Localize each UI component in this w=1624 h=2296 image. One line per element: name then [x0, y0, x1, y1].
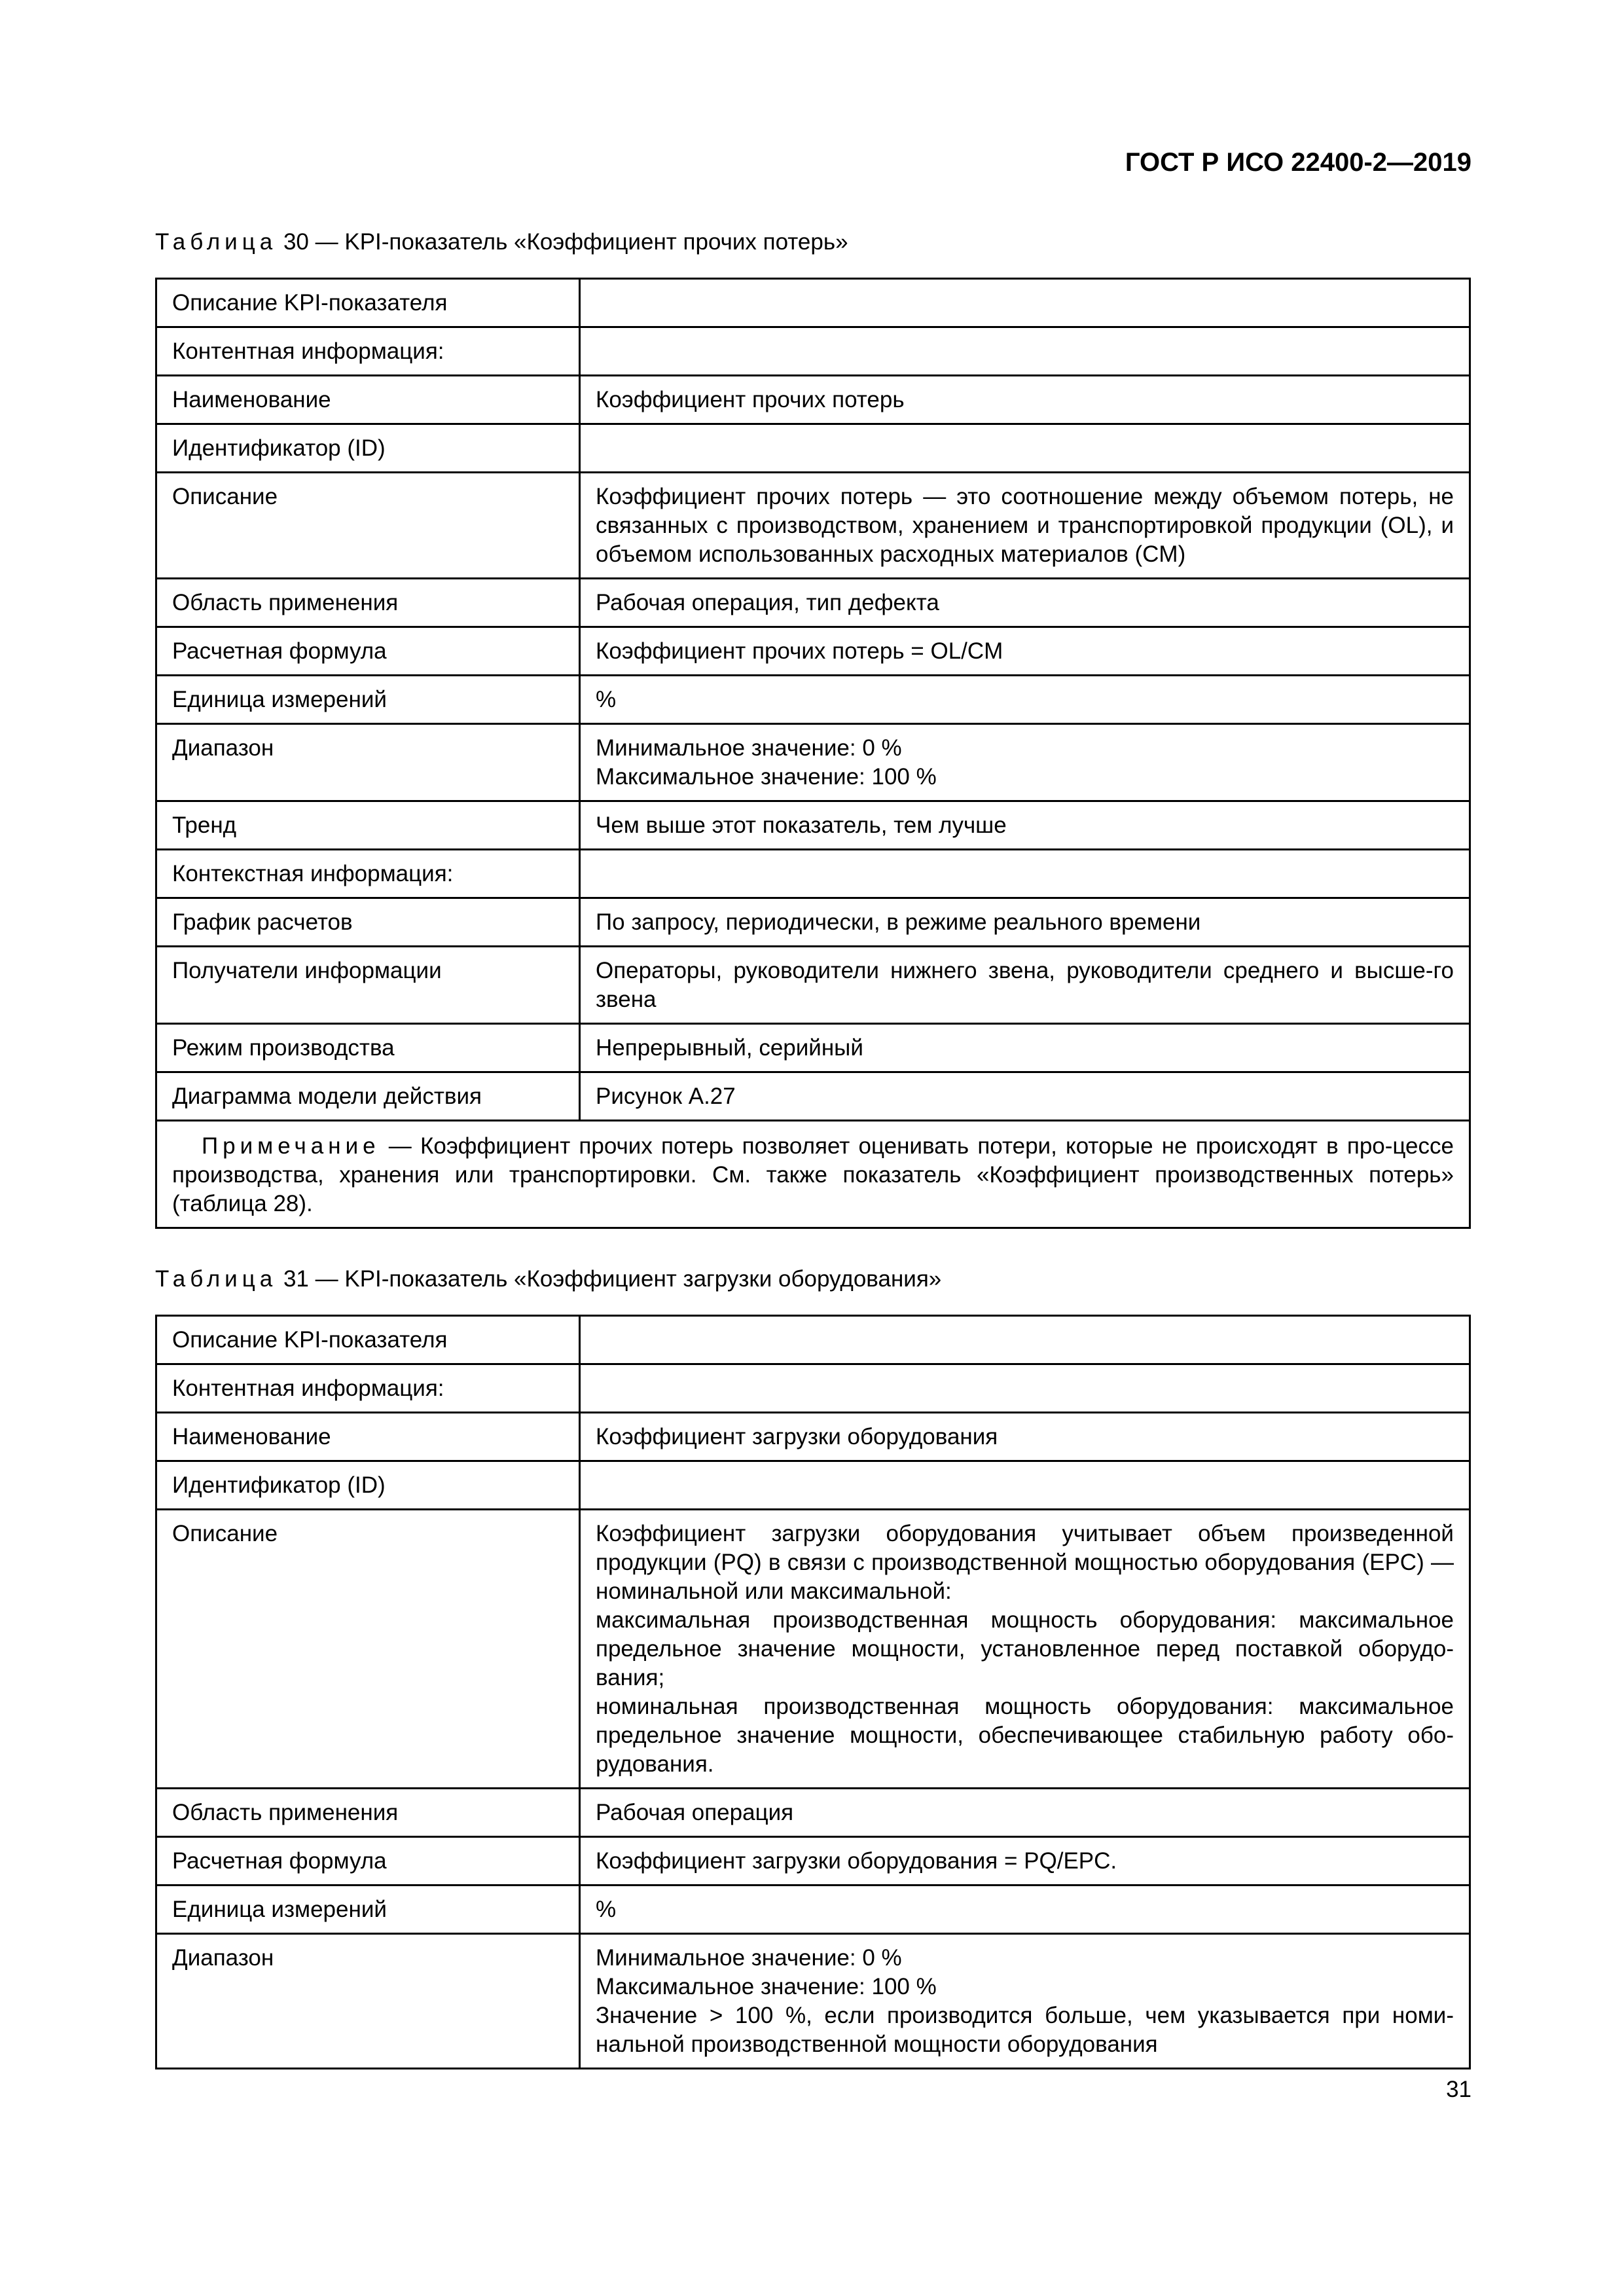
- table30-caption-word: Таблица: [155, 229, 278, 255]
- row-value: [580, 1316, 1470, 1364]
- row-label: Диапазон: [156, 724, 580, 801]
- row-value: Коэффициент прочих потерь — это соотношение между объемом потерь, не связанных с производством, хранением и транспортировкой продукции (OL), и объемом использованных расходных материалов (CM): [580, 473, 1470, 579]
- table-row: [156, 376, 1470, 424]
- row-value: Рабочая операция, тип дефекта: [580, 579, 1470, 627]
- row-value-line: Минимальное значение: 0 %: [596, 735, 902, 761]
- row-value: Рисунок А.27: [580, 1072, 1470, 1121]
- row-value: [580, 850, 1470, 898]
- row-label: Получатели информации: [156, 947, 580, 1024]
- row-label: Область применения: [156, 1789, 580, 1837]
- row-label: Расчетная формула: [156, 627, 580, 676]
- row-label: Область применения: [156, 579, 580, 627]
- row-value: %: [580, 676, 1470, 724]
- row-label: Описание: [156, 473, 580, 579]
- row-label: Идентификатор (ID): [156, 1461, 580, 1510]
- row-label: Контентная информация:: [156, 1364, 580, 1413]
- row-value: %: [580, 1886, 1470, 1934]
- row-value: [580, 724, 1470, 801]
- row-value: Коэффициент загрузки оборудования = PQ/EPC.: [580, 1837, 1470, 1886]
- row-label: Единица измерений: [156, 1886, 580, 1934]
- table31-caption-word: Таблица: [155, 1266, 278, 1292]
- table-row: [156, 327, 1470, 376]
- table-row: [156, 1510, 1470, 1789]
- row-label: Описание KPI-показателя: [156, 1316, 580, 1364]
- row-label: Контекстная информация:: [156, 850, 580, 898]
- table-row: [156, 676, 1470, 724]
- row-value: Операторы, руководители нижнего звена, руководители среднего и высше-го звена: [580, 947, 1470, 1024]
- table-row: [156, 1364, 1470, 1413]
- table-row: [156, 1789, 1470, 1837]
- table-row: [156, 1316, 1470, 1364]
- table30-note-row: [156, 1121, 1470, 1228]
- table30: [155, 278, 1471, 1229]
- row-value: [580, 279, 1470, 327]
- row-label: График расчетов: [156, 898, 580, 947]
- row-label: Единица измерений: [156, 676, 580, 724]
- table30-caption: [155, 229, 848, 255]
- row-value-line: Максимальное значение: 100 %: [596, 1974, 937, 1999]
- row-label: Наименование: [156, 376, 580, 424]
- row-label: Описание: [156, 1510, 580, 1789]
- table30-note: [156, 1121, 1470, 1228]
- table-row: [156, 850, 1470, 898]
- row-value: Коэффициент прочих потерь: [580, 376, 1470, 424]
- row-label: Диаграмма модели действия: [156, 1072, 580, 1121]
- table-row: [156, 473, 1470, 579]
- row-value: Коэффициент прочих потерь = OL/CM: [580, 627, 1470, 676]
- row-label: Режим производства: [156, 1024, 580, 1072]
- table-row: [156, 801, 1470, 850]
- row-value-line: максимальная производственная мощность оборудования: максимальное предельное значение мощности, установленное перед поставкой оборудо-вания;: [596, 1607, 1454, 1690]
- row-value: [580, 1461, 1470, 1510]
- row-label: Контентная информация:: [156, 327, 580, 376]
- table-row: [156, 1837, 1470, 1886]
- table-row: [156, 1934, 1470, 2069]
- table-row: [156, 724, 1470, 801]
- row-value-line: Значение > 100 %, если производится больше, чем указывается при номи-нальной производственной мощности оборудования: [596, 2003, 1454, 2057]
- table-row: [156, 1413, 1470, 1461]
- row-value-line: Минимальное значение: 0 %: [596, 1945, 902, 1971]
- row-value: [580, 327, 1470, 376]
- row-value-line: номинальная производственная мощность оборудования: максимальное предельное значение мощности, обеспечивающее стабильную работу обо-рудования.: [596, 1694, 1454, 1777]
- row-value: [580, 424, 1470, 473]
- row-value-line: Максимальное значение: 100 %: [596, 764, 937, 790]
- row-label: Идентификатор (ID): [156, 424, 580, 473]
- table31: [155, 1315, 1471, 2069]
- document-header: ГОСТ Р ИСО 22400-2—2019: [1125, 148, 1471, 177]
- table-row: [156, 1072, 1470, 1121]
- table-row: [156, 1461, 1470, 1510]
- table31-caption-title: 31 — KPI-показатель «Коэффициент загрузки оборудования»: [283, 1266, 942, 1292]
- row-label: Описание KPI-показателя: [156, 279, 580, 327]
- row-label: Тренд: [156, 801, 580, 850]
- row-label: Наименование: [156, 1413, 580, 1461]
- table30-note-head: Примечание: [202, 1133, 380, 1159]
- row-value: Чем выше этот показатель, тем лучше: [580, 801, 1470, 850]
- table-row: [156, 947, 1470, 1024]
- table-row: [156, 627, 1470, 676]
- table30-caption-title: 30 — KPI-показатель «Коэффициент прочих потерь»: [283, 229, 848, 255]
- table-row: [156, 424, 1470, 473]
- table-row: [156, 1886, 1470, 1934]
- row-label: Расчетная формула: [156, 1837, 580, 1886]
- table-row: [156, 279, 1470, 327]
- table-row: [156, 898, 1470, 947]
- table31-caption: [155, 1266, 941, 1292]
- table-row: [156, 1024, 1470, 1072]
- table-row: [156, 579, 1470, 627]
- row-value: Рабочая операция: [580, 1789, 1470, 1837]
- row-value: По запросу, периодически, в режиме реального времени: [580, 898, 1470, 947]
- row-value: [580, 1934, 1470, 2069]
- row-value: Коэффициент загрузки оборудования: [580, 1413, 1470, 1461]
- row-value: [580, 1510, 1470, 1789]
- row-value: [580, 1364, 1470, 1413]
- page-number: 31: [1446, 2077, 1471, 2102]
- table30-note-text: — Коэффициент прочих потерь позволяет оценивать потери, которые не происходят в про-цессе производства, хранения или транспортировки. См. также показатель «Коэффициент производственных потерь» (таблица 28).: [172, 1133, 1454, 1216]
- row-value: Непрерывный, серийный: [580, 1024, 1470, 1072]
- row-value-line: Коэффициент загрузки оборудования учитывает объем произведенной продукции (PQ) в связи с производственной мощностью оборудования (EPC) — номинальной или максимальной:: [596, 1521, 1454, 1604]
- row-label: Диапазон: [156, 1934, 580, 2069]
